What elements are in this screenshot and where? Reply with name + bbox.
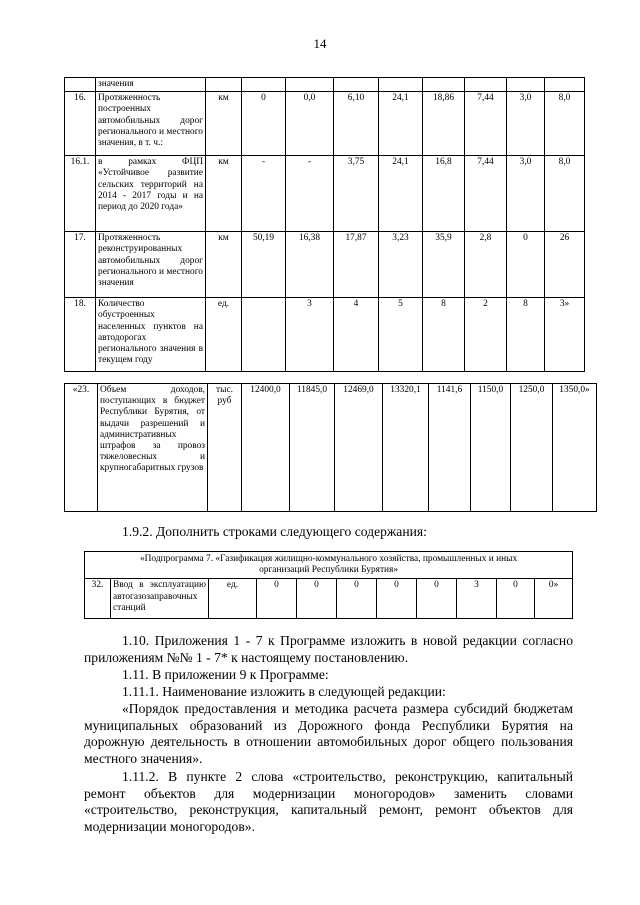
row-value: 0 (377, 579, 417, 619)
row-value: 0 (297, 579, 337, 619)
row-unit: тыс. руб (208, 384, 242, 512)
row-name: Протяженность реконструированных автомобильных дорог регионального и местного значения (96, 232, 206, 298)
row-name: Ввод в эксплуатацию автогазозаправочных станций (111, 579, 209, 619)
row-name: Объем доходов, поступающих в бюджет Республики Бурятия, от выдачи разрешений и административных штрафов за провоз тяжеловесных и крупногабаритных грузов (98, 384, 208, 512)
row-value: 1250,0 (511, 384, 553, 512)
row-value: 3 (286, 298, 334, 372)
row-value: 3,0 (507, 156, 545, 232)
paragraph-1-11-1: 1.11.1. Наименование изложить в следующей редакции: (122, 684, 446, 699)
row-value: 8,0 (545, 92, 585, 156)
row-value: 0 (257, 579, 297, 619)
table-row (65, 298, 585, 372)
row-value: 5 (379, 298, 423, 372)
row-value: 35,9 (423, 232, 465, 298)
row-unit: ед. (206, 298, 242, 372)
row-value: 50,19 (242, 232, 286, 298)
table-header-row (85, 552, 573, 579)
row-value: 12469,0 (335, 384, 383, 512)
indicators-table-3 (84, 551, 573, 619)
row-value: 2 (465, 298, 507, 372)
table-row (65, 156, 585, 232)
row-value: 0 (507, 232, 545, 298)
row-value (242, 298, 286, 372)
row-value: 0 (337, 579, 377, 619)
row-name: Протяженность построенных автомобильных дорог регионального и местного значения, в т. ч.: (96, 92, 206, 156)
row-value: - (242, 156, 286, 232)
subprogram-header: «Подпрограмма 7. «Газификация жилищно-коммунального хозяйства, промышленных и иных организаций Республики Бурятия» (85, 552, 573, 579)
row-value: 3» (545, 298, 585, 372)
paragraph-1-10: 1.10. Приложения 1 - 7 к Программе изложить в новой редакции согласно приложениям №№ 1 - 7* к настоящему постановлению. (84, 633, 573, 665)
indicators-table-2 (64, 383, 597, 512)
row-value: 7,44 (465, 92, 507, 156)
paragraph-1-11-2: 1.11.2. В пункте 2 слова «строительство, реконструкцию, капитальный ремонт объектов для модернизации моногородов» заменить словами «строительство, реконструкция, капитальный ремонт, ремонт объектов для модернизации моногородов». (84, 769, 573, 834)
row-value: 4 (334, 298, 379, 372)
row-unit: ед. (209, 579, 257, 619)
row-value: 6,10 (334, 92, 379, 156)
row-value: 17,87 (334, 232, 379, 298)
row-value: 1141,6 (429, 384, 471, 512)
page-number: 14 (313, 36, 327, 51)
row-value: 11845,0 (290, 384, 335, 512)
row-value: 8,0 (545, 156, 585, 232)
row-name: Количество обустроенных населенных пунктов на автодорогах регионального значения в текущем году (96, 298, 206, 372)
table-row (65, 78, 585, 92)
row-unit: км (206, 156, 242, 232)
row-value: 16,38 (286, 232, 334, 298)
row-value: 0,0 (286, 92, 334, 156)
row-name: значения (96, 78, 206, 92)
row-value: 12400,0 (242, 384, 290, 512)
row-value: 16,8 (423, 156, 465, 232)
row-value: 3 (457, 579, 497, 619)
row-number: «23. (65, 384, 98, 512)
row-value: 3,0 (507, 92, 545, 156)
table-row (65, 384, 597, 512)
row-value: 2,8 (465, 232, 507, 298)
row-unit: км (206, 232, 242, 298)
row-value: 3,23 (379, 232, 423, 298)
table-row (65, 232, 585, 298)
row-number: 16. (65, 92, 96, 156)
paragraph-1-11: 1.11. В приложении 9 к Программе: (122, 667, 329, 682)
indicators-table-1 (64, 77, 585, 372)
row-value: 18,86 (423, 92, 465, 156)
row-value: 3,75 (334, 156, 379, 232)
row-value: 26 (545, 232, 585, 298)
row-value: 1350,0» (553, 384, 597, 512)
row-name: в рамках ФЦП «Устойчивое развитие сельских территорий на 2014 - 2017 годы и на период до 2020 года» (96, 156, 206, 232)
row-value: 0 (417, 579, 457, 619)
row-value: 13320,1 (383, 384, 429, 512)
row-value: 8 (423, 298, 465, 372)
row-number: 17. (65, 232, 96, 298)
section-1-9-2: 1.9.2. Дополнить строками следующего содержания: (122, 524, 427, 539)
row-value: 0» (535, 579, 573, 619)
row-number: 32. (85, 579, 111, 619)
paragraph-quote: «Порядок предоставления и методика расчета размера субсидий бюджетам муниципальных образований из Дорожного фонда Республики Бурятия на дорожную деятельность в отношении автомобильных дорог общего пользования местного значения». (84, 701, 573, 766)
row-value: 0 (497, 579, 535, 619)
row-value: - (286, 156, 334, 232)
row-value: 1150,0 (471, 384, 511, 512)
row-value: 8 (507, 298, 545, 372)
row-value: 24,1 (379, 92, 423, 156)
row-value: 7,44 (465, 156, 507, 232)
row-number: 18. (65, 298, 96, 372)
table-row (65, 92, 585, 156)
table-row (85, 579, 573, 619)
row-number: 16.1. (65, 156, 96, 232)
row-unit: км (206, 92, 242, 156)
row-value: 24,1 (379, 156, 423, 232)
row-value: 0 (242, 92, 286, 156)
